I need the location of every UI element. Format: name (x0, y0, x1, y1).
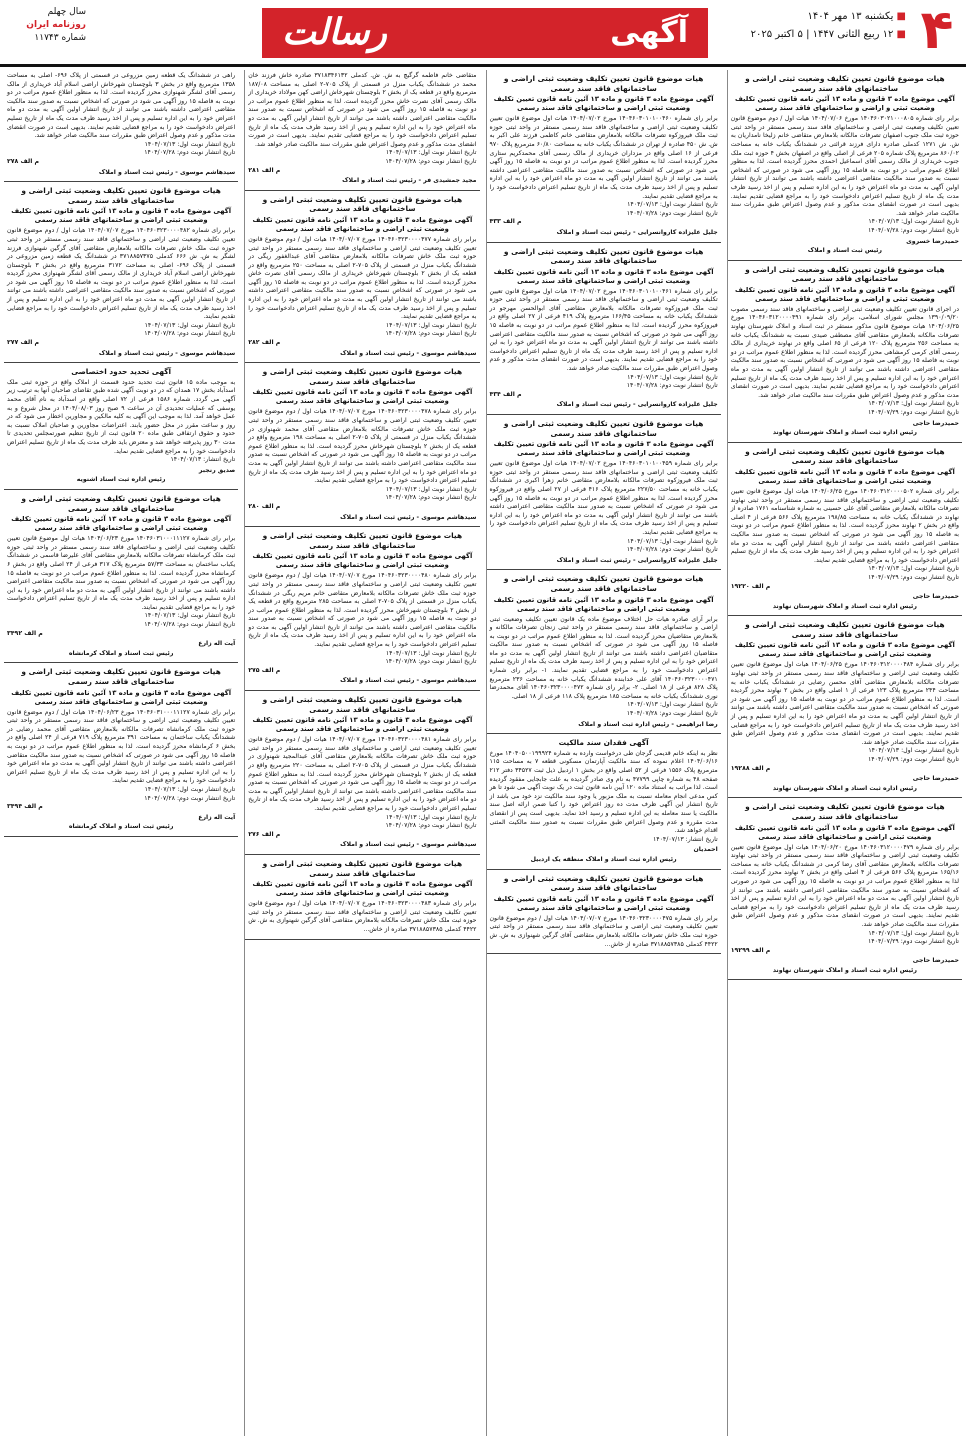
notice-office: رئیس ثبت اسناد و املاک کرمانشاه (68, 823, 174, 831)
notice-signer: سیدهاشم موسوی - رئیس ثبت اسناد و املاک (340, 513, 477, 521)
notice-subtitle: آگهی موضوع ماده ۳ قانون و ماده ۱۳ آئین نامه قانون تعیین تکلیف وضعیت ثبتی اراضی و ساختمانهای فاقد سند رسمی (734, 467, 955, 485)
legal-notice (245, 70, 479, 191)
column-2 (486, 70, 721, 1436)
date-block (706, 8, 906, 44)
notice-title: هیات موضوع قانون تعیین تکلیف وضعیت ثبتی اراضی و ساختمانهای فاقد سند رسمی (503, 574, 704, 593)
notice-body: متقاضی خانم فاطمه گرگیچ به ش. ش. کدملی ۳۷۱۸۳۴۶۱۳۲ صادره خاش فرزند خان محمد در ششدانگ یکباب منزل در قسمتی از پلاک ۷۰۵-۲ اصلی به مساحت ۱۸۷/۰۸ مترمربع واقع در قطعه یک از بخش ۲ بلوچستان شهرخاش اراضی کهن مولاداد خریداری از مالک رسمی آقای نصرت خاش محرز گردیده است. لذا به منظور اطلاع عموم مراتب در دو نوبت به فاصله ۱۵ روز آگهی می شود در صورتی که اشخاص نسبت به صدور سند مالکیت متقاضی اعتراضی داشته باشند می توانند از تاریخ انتشار اولین آگهی به مدت دو ماه اعتراض خود را به این اداره تسلیم و پس از اخذ رسید ظرف مدت یک ماه از تاریخ تسلیم اعتراض دادخواست خود را به مراجع قضایی تقدیم نمایند. بدیهی است در صورت انقضای مدت مذکور و عدم وصول اعتراض طبق مقررات سند مالکیت صادر خواهد شد. (248, 72, 477, 148)
notice-body: برابر رای شماره ۱۴۰۴۶۰۳۰۱۰۱۰۰۴۶۰ مورخ ۱۴۰۴/۰۷/۰۲ هیات اول موضوع قانون تعیین تکلیف وضعیت ثبتی اراضی و ساختمانهای فاقد سند رسمی مستقر در واحد ثبتی حوزه ثبت ملک فیروزکوه تصرفات مالکانه بلامعارض متقاضی خانم کاظمی فرزند علی اکبر به ش. ش ۴۵۰ صادره از تهران در ششدانگ یکباب خانه به مساحت ۶۰/۸۰ مترمربع پلاک ۹۷۰ فرعی از ۱۶ اصلی واقع در مزداران خریداری از مالک رسمی آقای محمدکریم ستاری محرز گردیده است. لذا به منظور اطلاع عموم مراتب در دو نوبت به فاصله ۱۵ روز آگهی می شود در صورتی که اشخاص نسبت به صدور سند مالکیت متقاضی اعتراضی داشته باشند می توانند از تاریخ انتشار اولین آگهی به مدت دو ماه اعتراض خود را به این اداره تسلیم و پس از اخذ رسید ظرف مدت یک ماه از تاریخ تسلیم اعتراض دادخواست خود را به مراجع قضایی تقدیم نمایند. (489, 115, 718, 200)
notice-body: نظر به اینکه خانم قدیمی گرجان طی درخواست وارده به شماره ۱۴۰۴۰۵۰۰۱۹۹۹۲۴ مورخ ۱۴۰۴/۰۶/۱۶ اعلام نموده که سند مالکیت آپارتمان مسکونی قطعه ۷ به مساحت ۱۱۵ مترمربع پلاک ۱۵۵۶ فرعی از ۵۲ اصلی واقع در بخش ۱ اردبیل ذیل ثبت ۳۴۵۲۷ دفتر ۲۱۲ صفحه ۴۸ به شماره چاپی ۴۷۷۹۹ به نام وی صادر گردیده به علت جابجایی مفقود گردیده است. لذا مراتب به استناد ماده ۱۲۰ آیین نامه قانون ثبت در یک نوبت آگهی می شود تا هر کس مدعی انجام معامله نسبت به ملک مزبور یا وجود سند مالکیت نزد خود می باشد از تاریخ انتشار این آگهی ظرف مدت ده روز اعتراض خود را کتبا ضمن ارائه اصل سند مالکیت یا سند معامله به این اداره تسلیم و رسید اخذ نماید. بدیهی است پس از انقضای مدت مقرره و عدم وصول اعتراض طبق مقررات نسبت به صدور سند مالکیت المثنی اقدام خواهد شد. (489, 749, 718, 835)
column-4 (4, 70, 238, 1436)
masthead (0, 0, 966, 67)
notice-signer: حمیدرضا حاجی (912, 593, 959, 601)
notice-signer: صدیق رنجبر (198, 466, 236, 474)
notice-title: هیات موضوع قانون تعیین تکلیف وضعیت ثبتی اراضی و ساختمانهای فاقد سند رسمی (503, 419, 704, 438)
publish-date-first: تاریخ انتشار نوبت اول: ۱۴۰۴/۰۷/۱۳ (627, 201, 718, 209)
notice-subtitle: آگهی موضوع ماده ۳ قانون و ماده ۱۳ آئین نامه قانون تعیین تکلیف وضعیت ثبتی اراضی و ساختمانهای فاقد سند رسمی (734, 641, 955, 659)
notice-signer: حمیدرضا حاجی (912, 419, 959, 427)
legal-notice (4, 70, 238, 182)
publish-date-second: تاریخ انتشار نوبت دوم: ۱۴۰۴/۰۷/۲۸ (385, 494, 477, 502)
notice-signer: حمیدرضا حاجی (912, 957, 959, 965)
notice-office: رئیس ثبت اسناد و املاک (807, 247, 882, 255)
legal-notice (487, 70, 721, 243)
notice-subtitle: آگهی موضوع ماده ۳ قانون و ماده ۱۳ آئین نامه قانون تعیین تکلیف وضعیت ثبتی و اراضی و ساختمانهای فاقد سند رسمی (734, 285, 955, 303)
notice-body: در اجرای قانون تعیین تکلیف وضعیت ثبتی اراضی و ساختمانهای فاقد سند رسمی مصوب ۱۳۹۰/۰۹/۲۰ مجلس شورای اسلامی، برابر رای شماره ۱۴۰۴۶۰۳۱۲۰۰۰۰۴۹۱ مورخ ۱۴۰۴/۰۶/۲۵ هیات موضوع قانون مذکور مستقر در ثبت اسناد و املاک شهرستان نهاوند تصرفات مالکانه بلامعارض متقاضی آقای مصطفی صیدی نسبت به ششدانگ یکباب خانه به مساحت ۲۵۶ مترمربع پلاک ۱۲۰ فرعی از ۶۵ اصلی واقع در نهاوند خریداری از مالک رسمی آقای کرمی کرمشاهی محرز گردیده است. لذا به منظور اطلاع عموم مراتب در دو نوبت به فاصله ۱۵ روز آگهی می شود در صورتی که اشخاص نسبت به صدور سند مالکیت متقاضی اعتراضی داشته باشند می توانند از تاریخ انتشار اولین آگهی به مدت دو ماه اعتراض خود را به این اداره تسلیم و پس از اخذ رسید ظرف مدت یک ماه از تاریخ تسلیم اعتراض دادخواست خود را به مراجع قضایی تقدیم نمایند. بدیهی است در صورت انقضای مدت مذکور و عدم وصول اعتراض طبق مقررات سند مالکیت صادر خواهد شد. (730, 305, 959, 399)
section-title: آگهی (610, 15, 688, 50)
legal-notice (4, 182, 238, 363)
notice-title: آگهی فقدان سند مالکیت (558, 738, 649, 748)
legal-notice (487, 415, 721, 570)
legal-notice (728, 616, 962, 798)
legal-notice (4, 490, 238, 664)
publish-date-first: تاریخ انتشار نوبت اول: ۱۴۰۴/۰۷/۱۳ (385, 485, 477, 493)
publish-date-first: تاریخ انتشار نوبت اول: ۱۴۰۴/۰۷/۱۳ (385, 321, 477, 329)
date-line-persian: ■ یکشنبه ۱۳ مهر ۱۴۰۴ (807, 11, 906, 22)
publish-date-first: تاریخ انتشار: ۱۴۰۴/۰۷/۱۳ (170, 456, 236, 464)
notice-body: برابر رای شماره ۱۴۰۴۶۰۳۲۳۰۰۰۰۴۷۵ مورخ ۱۴۰۴/۰۷/۰۷ هیات اول / دوم موضوع قانون تعیین تکلیف وضعیت ثبتی اراضی و ساختمانهای فاقد سند رسمی مستقر در واحد ثبتی حوزه ثبت ملک خاش تصرفات مالکانه بلامعارض متقاضی آقای گرگین شهنوازی به ش. ش ۴۴۲۲ کدملی ۳۷۱۸۸۵۷۳۸۵ صادره از خاش... (489, 914, 718, 948)
notice-title: هیات موضوع قانون تعیین تکلیف وضعیت ثبتی اراضی و ساختمانهای فاقد سند رسمی (503, 873, 704, 893)
legal-notice (728, 798, 962, 980)
publish-date-second: تاریخ انتشار نوبت دوم: ۱۴۰۴/۰۷/۲۸ (385, 822, 477, 830)
notice-subtitle: آگهی موضوع ماده ۳ قانون و ماده ۱۳ آئین نامه قانون تعیین تکلیف وضعیت ثبتی اراضی و ساختمانهای فاقد سند رسمی (252, 716, 473, 734)
notice-body: برابر رای شماره ۱۴۰۴۶۰۳۰۱۰۱۰۰۴۵۹ مورخ ۱۴۰۴/۰۷/۰۲ هیات اول موضوع قانون تعیین تکلیف وضعیت ثبتی اراضی و ساختمانهای فاقد سند رسمی مستقر در واحد ثبتی حوزه ثبت ملک فیروزکوه تصرفات مالکانه بلامعارض متقاضی خانم زهرا اکبری در ششدانگ یکباب خانه به مساحت ۲۲۷/۵۰ مترمربع پلاک ۴۱۶ فرعی از ۲۷ اصلی واقع در فیروزکوه محرز گردیده است. لذا به منظور اطلاع عموم مراتب در دو نوبت به فاصله ۱۵ روز آگهی می شود در صورتی که اشخاص نسبت به صدور سند مالکیت متقاضی اعتراضی داشته باشند می توانند از تاریخ انتشار اولین آگهی به مدت دو ماه اعتراض خود را به این اداره تسلیم و پس از اخذ رسید ظرف مدت یک ماه از تاریخ تسلیم اعتراض دادخواست خود را به مراجع قضایی تقدیم نمایند. (489, 460, 718, 536)
notice-subtitle: آگهی موضوع ماده ۳ قانون و ماده ۱۳ آئین نامه قانون تعیین تکلیف وضعیت ثبتی اراضی و ساختمانهای فاقد سند رسمی (734, 823, 955, 841)
notice-signer: سیدهاشم موسوی - رئیس ثبت اسناد و املاک (340, 841, 477, 849)
publish-date-second: تاریخ انتشار نوبت دوم: ۱۴۰۴/۰۷/۲۸ (144, 794, 236, 802)
notice-title: هیات موضوع قانون تعیین تکلیف وضعیت ثبتی اراضی و ساختمانهای فاقد سند رسمی (262, 367, 463, 386)
publish-date-second: تاریخ انتشار نوبت دوم: ۱۴۰۴/۰۷/۲۹ (867, 938, 959, 946)
publish-date-second: تاریخ انتشار نوبت دوم: ۱۴۰۴/۰۷/۲۸ (144, 149, 236, 157)
notice-body: برابر رای شماره ۱۴۰۴۶۰۳۱۲۰۰۰۰۴۷۹ مورخ ۱۴۰۴/۰۶/۲۰ هیات اول موضوع قانون تعیین تکلیف وضعیت ثبتی اراضی و ساختمانهای فاقد سند رسمی مستقر در واحد ثبتی نهاوند تصرفات مالکانه بلامعارض متقاضی آقای رضا کرمی در ششدانگ یکباب خانه به مساحت ۱۶۵/۱۶ مترمربع پلاک ۵۶۶ فرعی از ۴ اصلی واقع در بخش ۲ نهاوند محرز گردیده است. لذا به منظور اطلاع عموم مراتب در دو نوبت به فاصله ۱۵ روز آگهی می شود در صورتی که اشخاص نسبت به صدور سند مالکیت متقاضی اعتراضی داشته باشند می توانند از تاریخ انتشار اولین آگهی به مدت دو ماه اعتراض خود را به این اداره تسلیم و پس از اخذ رسید ظرف مدت یک ماه از تاریخ تسلیم اعتراض دادخواست خود را به مراجع قضایی تقدیم نمایند. بدیهی است در صورت انقضای مدت مذکور و عدم وصول اعتراض طبق مقررات سند مالکیت صادر خواهد شد. (730, 843, 960, 928)
notice-signer: سیدهاشم موسوی - رئیس ثبت اسناد و املاک (340, 349, 477, 357)
issue-volume: سال چهلم (47, 7, 86, 17)
notice-body: راهی در ششدانگ یک قطعه زمین مزروعی در قسمتی از پلاک ۶۹۶- اصلی به مساحت ۱۳۵۸ مترمربع واقع در بخش ۳ بلوچستان شهرخاش اراضی اسلام آباد خریداری از مالک رسمی آقای لشگر شهنوازی محرز گردیده است. لذا به منظور اطلاع عموم مراتب در دو نوبت به فاصله ۱۵ روز آگهی می شود در صورتی که اشخاص نسبت به صدور سند مالکیت متقاضی اعتراضی داشته باشند می توانند از تاریخ انتشار اولین آگهی به مدت دو ماه اعتراض خود را به این اداره تسلیم و پس از اخذ رسید ظرف مدت یک ماه از تاریخ تسلیم اعتراض دادخواست خود را به مراجع قضایی تقدیم نمایند. بدیهی است در صورت انقضای مدت مذکور و عدم وصول اعتراض طبق مقررات سند مالکیت صادر خواهد شد. (7, 72, 236, 140)
publish-date-first: تاریخ انتشار نوبت اول: ۱۴۰۴/۰۷/۱۳ (144, 612, 236, 620)
notice-body: برابر رای شماره ۱۴۰۴۶۰۳۲۳۰۰۰۰۴۷۷ مورخ ۱۴۰۴/۰۷/۰۷ هیات اول / دوم موضوع قانون تعیین تکلیف وضعیت ثبتی اراضی و ساختمانهای فاقد سند رسمی مستقر در واحد ثبتی حوزه ثبت ملک خاش تصرفات مالکانه بلامعارض متقاضی آقای عبدالغفور ریگی در ششدانگ یکباب منزل در قسمتی از پلاک ۷۰۵-۲ اصلی به مساحت ۲۵۰ مترمربع واقع در قطعه یک از بخش ۲ بلوچستان شهرخاش خریداری از مالک رسمی آقای نصرت خاش محرز گردیده است. لذا به منظور اطلاع عموم مراتب در دو نوبت به فاصله ۱۵ روز آگهی می شود در صورتی که اشخاص نسبت به صدور سند مالکیت متقاضی اعتراضی داشته باشند می توانند از تاریخ انتشار اولین آگهی به مدت دو ماه اعتراض خود را به این اداره تسلیم و پس از اخذ رسید ظرف مدت یک ماه از تاریخ تسلیم اعتراض دادخواست خود را به مراجع قضایی تقدیم نمایند. (248, 235, 477, 321)
notice-signer: حمیدرضا خسروی (906, 237, 959, 245)
column-1 (727, 70, 962, 1436)
issue-number: شماره ۱۱۷۴۳ (34, 33, 86, 43)
publish-date-second: تاریخ انتشار نوبت دوم: ۱۴۰۴/۰۷/۲۸ (626, 209, 718, 217)
notice-signer: رضا ابراهیمی - رئیس اداره ثبت اسناد و املاک (578, 720, 718, 728)
notice-title: هیات موضوع قانون تعیین تکلیف وضعیت ثبتی اراضی و ساختمانهای فاقد سند رسمی (745, 264, 945, 284)
publish-date-first: تاریخ انتشار نوبت اول: ۱۴۰۴/۰۷/۱۳ (868, 929, 959, 937)
notice-code: م الف ۲۷۸ (7, 157, 39, 165)
ad-columns (4, 70, 962, 1436)
notice-title: هیات موضوع قانون تعیین تکلیف وضعیت ثبتی اراضی و ساختمانهای فاقد سند رسمی (503, 246, 704, 266)
publish-date-second: تاریخ انتشار نوبت دوم: ۱۴۰۴/۰۷/۲۸ (144, 330, 236, 338)
legal-notice (487, 570, 721, 734)
publish-date-second: تاریخ انتشار نوبت دوم: ۱۴۰۴/۰۷/۲۹ (867, 409, 959, 416)
legal-notice (245, 191, 479, 364)
notice-subtitle: آگهی موضوع ماده ۳ قانون و ماده ۱۳ آئین نامه قانون تعیین تکلیف وضعیت ثبتی اراضی و ساختمانهای فاقد سند رسمی (11, 207, 232, 225)
notice-title: هیات موضوع قانون تعیین تکلیف وضعیت ثبتی اراضی و ساختمانهای فاقد سند رسمی (262, 695, 463, 714)
notice-subtitle: آگهی موضوع ماده ۳ قانون و ماده ۱۳ آئین نامه قانون تعیین تکلیف وضعیت ثبتی اراضی و ساختمانهای فاقد سند رسمی (252, 880, 473, 898)
notice-code: م الف ۱۹۲۲۰ (730, 582, 771, 590)
issue-brand: روزنامه ایران (26, 20, 86, 30)
notice-signer: آیت اله زارع (198, 813, 236, 821)
legal-notice (487, 243, 721, 416)
notice-office: رئیس اداره ثبت اسناد و املاک شهرستان نهاوند (772, 602, 917, 610)
notice-code: م الف ۱۹۲۸۸ (730, 764, 771, 772)
notice-body: برابر رای شماره ۱۴۰۴۶۰۳۱۲۰۰۰۰۵۰۲ مورخ ۱۴۰۴/۰۶/۲۵ هیات اول موضوع قانون تعیین تکلیف وضعیت ثبتی اراضی و ساختمانهای فاقد سند رسمی مستقر در واحد ثبتی نهاوند تصرفات مالکانه بلامعارض متقاضی آقای علی حسینی به شماره شناسنامه ۱۷۶۱ صادره از نهاوند در ششدانگ یکباب خانه به مساحت ۱۹۸/۸۵ مترمربع پلاک ۵۶۶ فرعی از ۴ اصلی واقع در بخش ۲ نهاوند محرز گردیده است. لذا به منظور اطلاع عموم مراتب در دو نوبت به فاصله ۱۵ روز آگهی می شود در صورتی که اشخاص نسبت به صدور سند مالکیت متقاضی اعتراضی داشته باشند می توانند از تاریخ انتشار اولین آگهی به مدت دو ماه اعتراض خود را به این اداره تسلیم و پس از اخذ رسید ظرف مدت یک ماه از تاریخ تسلیم اعتراض دادخواست خود را به مراجع قضایی تقدیم نمایند. (730, 487, 959, 564)
notice-title: هیات موضوع قانون تعیین تکلیف وضعیت ثبتی اراضی و ساختمانهای فاقد سند رسمی (262, 531, 463, 550)
publish-date-second: تاریخ انتشار نوبت دوم: ۱۴۰۴/۰۷/۲۸ (626, 382, 718, 390)
legal-notice (728, 70, 962, 261)
publish-date-first: تاریخ انتشار نوبت اول: ۱۴۰۴/۰۷/۱۳ (868, 747, 959, 755)
notice-body: برابر رای شماره ۱۴۰۴۶۰۳۲۳۰۰۰۰۴۸۰ مورخ ۱۴۰۴/۰۷/۰۷ هیات اول / دوم موضوع قانون تعیین تکلیف وضعیت ثبتی اراضی و ساختمانهای فاقد سند رسمی مستقر در واحد ثبتی حوزه ثبت ملک خاش تصرفات مالکانه بلامعارض متقاضی خانم مریم ریگی در ششدانگ یکباب منزل در قسمتی از پلاک ۷۰۵-۲ اصلی به مساحت ۲۸۵ مترمربع واقع در قطعه یک از بخش ۲ بلوچستان شهرخاش محرز گردیده است. لذا به منظور اطلاع عموم مراتب در دو نوبت به فاصله ۱۵ روز آگهی می شود در صورتی که اشخاص نسبت به صدور سند مالکیت متقاضی اعتراضی داشته باشند می توانند از تاریخ انتشار اولین آگهی به مدت دو ماه اعتراض خود را به این اداره تسلیم و پس از اخذ رسید ظرف مدت یک ماه از تاریخ تسلیم اعتراض دادخواست خود را به مراجع قضایی تقدیم نمایند. (248, 572, 477, 649)
publish-date-second: تاریخ انتشار نوبت دوم: ۱۴۰۴/۰۷/۲۸ (385, 330, 477, 338)
publish-date-first: تاریخ انتشار نوبت اول: ۱۴۰۴/۰۷/۱۳ (144, 321, 236, 329)
publish-date-first: تاریخ انتشار نوبت اول: ۱۴۰۴/۰۷/۱۳ (868, 565, 959, 573)
notice-code: م الف ۴۳۳ (489, 218, 522, 226)
legal-notice (245, 363, 479, 527)
notice-title: هیات موضوع قانون تعیین تکلیف وضعیت ثبتی اراضی و ساختمانهای فاقد سند رسمی (503, 74, 704, 93)
date-line-hijri: ■ ۱۲ ربیع الثانی ۱۴۴۷ | ۵ اکتبر ۲۰۲۵ (750, 29, 906, 40)
bullet-icon: ■ (893, 11, 906, 22)
publish-date-first: تاریخ انتشار نوبت اول: ۱۴۰۴/۰۷/۱۳ (385, 813, 477, 821)
legal-notice (4, 363, 238, 490)
notice-title: آگهی تحدید حدود اختصاصی (71, 367, 172, 377)
notice-title: هیات موضوع قانون تعیین تکلیف وضعیت ثبتی اراضی و ساختمانهای فاقد سند رسمی (745, 620, 945, 639)
legal-notice (728, 261, 962, 443)
notice-title: هیات موضوع قانون تعیین تکلیف وضعیت ثبتی اراضی و ساختمانهای فاقد سند رسمی (745, 74, 945, 93)
publish-date-first: تاریخ انتشار نوبت اول: ۱۴۰۴/۰۷/۱۳ (385, 149, 477, 157)
notice-subtitle: آگهی موضوع ماده ۳ قانون و ماده ۱۳ آئین نامه قانون تعیین تکلیف وضعیت ثبتی اراضی و ساختمانهای فاقد سند رسمی (11, 515, 232, 533)
notice-title: هیات موضوع قانون تعیین تکلیف وضعیت ثبتی اراضی و ساختمانهای فاقد سند رسمی (262, 194, 463, 214)
notice-signer: جلیل علیزاده کاروانسرایی - رئیس ثبت اسناد و املاک (556, 401, 718, 409)
bullet-icon: ■ (893, 29, 906, 40)
legal-notice (487, 870, 721, 955)
notice-title: هیات موضوع قانون تعیین تکلیف وضعیت ثبتی اراضی و ساختمانهای فاقد سند رسمی (21, 186, 221, 205)
notice-code: م الف ۲۷۵ (248, 666, 281, 674)
notice-body: برابر رای شماره ۱۴۰۴۶۰۳۲۳۰۰۰۰۴۸۱ مورخ ۱۴۰۴/۰۷/۰۷ هیات اول / دوم موضوع قانون تعیین تکلیف وضعیت ثبتی اراضی و ساختمانهای فاقد سند رسمی مستقر در واحد ثبتی حوزه ثبت ملک خاش تصرفات مالکانه بلامعارض متقاضی آقای عبدالمجید شهنوازی در ششدانگ یکباب منزل در قسمتی از پلاک ۷۰۵-۲ اصلی به مساحت ۲۲۰ مترمربع واقع در قطعه یک از بخش ۲ بلوچستان شهرخاش محرز گردیده است. لذا به منظور اطلاع عموم مراتب در دو نوبت به فاصله ۱۵ روز آگهی می شود در صورتی که اشخاص نسبت به صدور سند مالکیت متقاضی اعتراضی داشته باشند می توانند از تاریخ انتشار اولین آگهی به مدت دو ماه اعتراض خود را به این اداره تسلیم و پس از اخذ رسید ظرف مدت یک ماه از تاریخ تسلیم اعتراض دادخواست خود را به مراجع قضایی تقدیم نمایند. (248, 736, 477, 812)
notice-signer: احمدیان (693, 846, 718, 854)
notice-subtitle: آگهی موضوع ماده ۳ قانون و ماده ۱۳ آئین نامه قانون تعیین تکلیف وضعیت ثبتی اراضی و ساختمانهای فاقد سند رسمی (493, 95, 714, 113)
notice-signer: سیدهاشم موسوی - رئیس ثبت اسناد و املاک (98, 168, 236, 176)
notice-code: م الف ۲۷۶ (248, 830, 281, 838)
column-3 (244, 70, 479, 1436)
publish-date-second: تاریخ انتشار نوبت دوم: ۱۴۰۴/۰۷/۲۹ (867, 573, 959, 581)
publish-date-second: تاریخ انتشار نوبت دوم: ۱۴۰۴/۰۷/۲۹ (867, 756, 959, 763)
page-number: ۴ (920, 0, 954, 61)
notice-body: برابر رای شماره ۱۴۰۴۶۰۳۲۳۰۰۰۰۴۸۳ مورخ ۱۴۰۴/۰۷/۰۷ هیات اول / دوم موضوع قانون تعیین تکلیف وضعیت ثبتی اراضی و ساختمانهای فاقد سند رسمی مستقر در واحد ثبتی حوزه ثبت ملک خاش تصرفات مالکانه بلامعارض متقاضی آقای گرگین شهنوازی به ش. ش ۴۴۲۲ کدملی ۳۷۱۸۸۵۷۳۸۵ صادره از خاش... (248, 900, 477, 933)
notice-code: م الف ۱۹۲۹۹ (730, 946, 771, 954)
notice-signer: سیدهاشم موسوی - رئیس ثبت اسناد و املاک (98, 349, 236, 357)
legal-notice (245, 527, 479, 691)
notice-office: رئیس اداره ثبت اسناد و املاک شهرستان نهاوند (772, 429, 917, 437)
publish-date-first: تاریخ انتشار نوبت اول: ۱۴۰۴/۰۷/۱۳ (868, 400, 959, 408)
newspaper-logo: رسالت (282, 11, 387, 53)
legal-notice (728, 443, 962, 617)
notice-subtitle: آگهی موضوع ماده ۳ قانون و ماده ۱۳ آئین نامه قانون تعیین تکلیف وضعیت ثبتی اراضی و ساختمانهای فاقد سند رسمی (493, 894, 714, 912)
publish-date-second: تاریخ انتشار نوبت دوم: ۱۴۰۴/۰۷/۲۸ (626, 546, 718, 554)
notice-signer: مجید جمشیدی فر - رئیس ثبت اسناد و املاک (342, 177, 477, 185)
notice-body: برابر رای شماره ۱۴۰۴۶۰۳۱۰۰۰۱۱۱۲۷ مورخ ۱۴۰۴/۰۶/۲۳ هیات اول / دوم موضوع قانون تعیین تکلیف وضعیت ثبتی اراضی و ساختمانهای فاقد سند رسمی مستقر در واحد ثبتی حوزه ثبت ملک کرمانشاه تصرفات مالکانه بلامعارض متقاضی آقای محمد رضایی در ششدانگ یکباب ساختمان به مساحت ۳۹۱ مترمربع پلاک ۷۱۹ فرعی از ۲۴ اصلی واقع در بخش ۶ کرمانشاه محرز گردیده است. لذا به منظور اطلاع عموم مراتب در دو نوبت به فاصله ۱۵ روز آگهی می شود در صورتی که اشخاص نسبت به صدور سند مالکیت متقاضی اعتراضی داشته باشند می توانند از تاریخ انتشار اولین آگهی به مدت دو ماه اعتراض خود را به این اداره تسلیم و پس از اخذ رسید ظرف مدت یک ماه از تاریخ تسلیم اعتراض دادخواست خود را به مراجع قضایی تقدیم نمایند. (7, 708, 236, 785)
issue-info (6, 6, 86, 45)
publish-date-second: تاریخ انتشار نوبت دوم: ۱۴۰۴/۰۷/۲۸ (867, 226, 959, 234)
notice-title: هیات موضوع قانون تعیین تکلیف وضعیت ثبتی اراضی و ساختمانهای فاقد سند رسمی (21, 493, 221, 513)
notice-body: برابر رای شماره ۱۴۰۴۶۰۳۱۲۰۰۰۰۴۸۴ مورخ ۱۴۰۴/۰۶/۲۵ هیات اول موضوع قانون تعیین تکلیف وضعیت ثبتی اراضی و ساختمانهای فاقد سند رسمی مستقر در واحد ثبتی نهاوند تصرفات مالکانه بلامعارض متقاضی آقای محسن رضایی در ششدانگ یکباب خانه به مساحت ۲۴۴ مترمربع پلاک ۱۲۳ فرعی از ۱ اصلی واقع در بخش ۲ نهاوند محرز گردیده است. لذا به منظور اطلاع عموم مراتب در دو نوبت به فاصله ۱۵ روز آگهی می شود در صورتی که اشخاص نسبت به صدور سند مالکیت متقاضی اعتراضی داشته باشند می توانند از تاریخ انتشار اولین آگهی به مدت دو ماه اعتراض خود را به این اداره تسلیم و پس از اخذ رسید ظرف مدت یک ماه از تاریخ تسلیم اعتراض دادخواست خود را به مراجع قضایی تقدیم نمایند. بدیهی است در صورت انقضای مدت مذکور و عدم وصول اعتراض طبق مقررات سند مالکیت صادر خواهد شد. (730, 661, 959, 746)
notice-signer: جلیل علیزاده کاروانسرایی - رئیس ثبت اسناد و املاک (556, 556, 718, 564)
notice-body: برابر رای شماره ۱۴۰۴۶۰۳۲۳۰۰۰۰۴۷۸ مورخ ۱۴۰۴/۰۷/۰۷ هیات اول / دوم موضوع قانون تعیین تکلیف وضعیت ثبتی اراضی و ساختمانهای فاقد سند رسمی مستقر در واحد ثبتی حوزه ثبت ملک خاش تصرفات مالکانه بلامعارض متقاضی آقای محمد شهنوازی در ششدانگ یکباب منزل در قسمتی از پلاک ۷۰۵-۲ اصلی به مساحت ۱۹۸ مترمربع واقع در قطعه یک از بخش ۲ بلوچستان شهرخاش محرز گردیده است. لذا به منظور اطلاع عموم مراتب در دو نوبت به فاصله ۱۵ روز آگهی می شود در صورتی که اشخاص نسبت به صدور سند مالکیت متقاضی اعتراضی داشته باشند می توانند از تاریخ انتشار اولین آگهی به مدت دو ماه اعتراض خود را به این اداره تسلیم و پس از اخذ رسید ظرف مدت یک ماه از تاریخ تسلیم اعتراض دادخواست خود را به مراجع قضایی تقدیم نمایند. (248, 408, 477, 485)
publish-date-second: تاریخ انتشار نوبت دوم: ۱۴۰۴/۰۷/۲۸ (144, 621, 236, 629)
notice-title: هیات موضوع قانون تعیین تکلیف وضعیت ثبتی اراضی و ساختمانهای فاقد سند رسمی (745, 802, 945, 821)
notice-signer: حمیدرضا حاجی (912, 775, 959, 783)
notice-body: برابر آرای صادره هیات حل اختلاف موضوع ماده یک قانون تعیین تکلیف وضعیت ثبتی اراضی و ساختمانهای فاقد سند رسمی مستقر در واحد ثبتی زنجان تصرفات مالکانه و بلامعارض متقاضیان محرز گردیده است. لذا به منظور اطلاع عموم مراتب در دو نوبت به فاصله ۱۵ روز آگهی می شود در صورتی که اشخاص نسبت به صدور سند مالکیت متقاضیان اعتراضی داشته باشند می توانند از تاریخ انتشار اولین آگهی به مدت دو ماه اعتراض خود را به این اداره تسلیم و پس از اخذ رسید ظرف مدت یک ماه از تاریخ تسلیم اعتراض دادخواست خود را به مراجع قضایی تقدیم نمایند. ۱- برابر رای شماره ۱۴۰۴۶۰۳۲۳۰۰۰۰۴۷۱ آقای علی خدابنده ششدانگ یکباب خانه به مساحت ۲۳۶ مترمربع پلاک ۸۲۸ فرعی از ۱۸ اصلی. ۲- برابر رای شماره ۱۴۰۴۶۰۳۲۳۰۰۰۰۴۷۲ آقای محمدرضا نوری ششدانگ یکباب خانه به مساحت ۱۸۵ مترمربع پلاک ۱۱۸ فرعی از ۱۸ اصلی. (489, 615, 718, 700)
legal-notice (245, 691, 479, 855)
notice-code: م الف ۳۴۹۴ (7, 803, 43, 811)
publish-date-first: تاریخ انتشار: ۱۴۰۴/۰۷/۱۳ (652, 835, 718, 843)
notice-body: برابر رای شماره ۱۴۰۴۶۰۳۰۱۰۱۰۰۴۶۱ مورخ ۱۴۰۴/۰۷/۰۲ هیات اول موضوع قانون تعیین تکلیف وضعیت ثبتی اراضی و ساختمانهای فاقد سند رسمی مستقر در واحد ثبتی حوزه ثبت ملک فیروزکوه تصرفات مالکانه بلامعارض متقاضی آقای ابوالحسن مهرجو در ششدانگ یکباب خانه به مساحت ۱۶۶/۴۵ مترمربع پلاک ۴۱۹ فرعی از ۲۷ اصلی واقع در فیروزکوه محرز گردیده است. لذا به منظور اطلاع عموم مراتب در دو نوبت به فاصله ۱۵ روز آگهی می شود در صورتی که اشخاص نسبت به صدور سند مالکیت متقاضی اعتراضی داشته باشند می توانند از تاریخ انتشار اولین آگهی به مدت دو ماه اعتراض خود را به این اداره تسلیم و پس از اخذ رسید ظرف مدت یک ماه از تاریخ تسلیم اعتراض دادخواست خود را به مراجع قضایی تقدیم نمایند. بدیهی است در صورت انقضای مدت مذکور و عدم وصول اعتراض طبق مقررات سند مالکیت صادر خواهد شد. (489, 287, 718, 373)
publish-date-first: تاریخ انتشار نوبت اول: ۱۴۰۴/۰۷/۱۳ (627, 373, 718, 381)
notice-subtitle: آگهی موضوع ماده ۳ قانون و ماده ۱۳ آئین نامه قانون تعیین تکلیف وضعیت ثبتی اراضی و ساختمانهای فاقد سند رسمی (493, 595, 714, 613)
notice-signer: سیدهاشم موسوی - رئیس ثبت اسناد و املاک (340, 677, 477, 685)
publish-date-second: تاریخ انتشار نوبت دوم: ۱۴۰۴/۰۷/۲۸ (385, 658, 477, 666)
notice-office: رئیس ثبت اسناد و املاک کرمانشاه (68, 649, 174, 657)
notice-code: م الف ۲۸۲ (248, 339, 281, 347)
notice-subtitle: آگهی موضوع ماده ۳ قانون و ماده ۱۳ آئین نامه قانون تعیین تکلیف وضعیت ثبتی و اراضی و ساختمانهای فاقد سند رسمی (734, 95, 955, 113)
publish-date-first: تاریخ انتشار نوبت اول: ۱۴۰۴/۰۷/۱۳ (627, 701, 718, 709)
notice-signer: جلیل علیزاده کاروانسرایی - رئیس ثبت اسناد و املاک (556, 228, 718, 236)
publish-date-second: تاریخ انتشار نوبت دوم: ۱۴۰۴/۰۷/۲۸ (626, 710, 718, 718)
notice-title: هیات موضوع قانون تعیین تکلیف وضعیت ثبتی اراضی و ساختمانهای فاقد سند رسمی (21, 667, 221, 687)
notice-body: به موجب ماده ۱۵ قانون ثبت تحدید حدود قسمت از املاک واقع در حوزه ثبتی ملک اسدآباد بخش ۱۷ همدان که در دو نوبت آگهی شده طبق تقاضای صاحبان آنها به ترتیب زیر آگهی می گردد. شماره ۱۵۸۶ فرعی از ۷۲ اصلی واقع در اسدآباد به نام آقای محمد یوسفی که عملیات تحدیدی آن در ساعت ۹ صبح روز ۱۴۰۴/۰۸/۰۳ در محل شروع و به عمل خواهد آمد. لذا به موجب این آگهی به کلیه مالکین و مجاورین اخطار می شود که در روز و ساعت مقرر در محل حضور یابند. اعتراضات مجاورین و صاحبان املاک نسبت به حدود و حقوق ارتفاقی طبق ماده ۲۰ قانون ثبت از تاریخ تنظیم صورتمجلس تحدیدی تا مدت ۳۰ روز پذیرفته خواهد شد و معترض باید ظرف مدت یک ماه از تاریخ تسلیم اعتراض دادخواست خود را به مراجع قضایی تقدیم نماید. (7, 378, 236, 455)
notice-subtitle: آگهی موضوع ماده ۳ قانون و ماده ۱۳ آئین نامه قانون تعیین تکلیف وضعیت ثبتی اراضی و ساختمانهای فاقد سند رسمی (252, 215, 473, 233)
section-banner (262, 8, 708, 58)
notice-office: رئیس اداره ثبت اسناد و املاک منطقه یک اردبیل (530, 855, 677, 863)
notice-code: م الف ۲۷۷ (7, 339, 39, 347)
notice-code: م الف ۴۳۴ (489, 390, 522, 398)
notice-code: م الف ۳۴۹۲ (7, 629, 43, 637)
legal-notice (487, 734, 721, 869)
notice-subtitle: آگهی موضوع ماده ۳ قانون و ماده ۱۳ آئین نامه قانون تعیین تکلیف وضعیت ثبتی اراضی و ساختمانهای فاقد سند رسمی (11, 688, 232, 706)
notice-body: برابر رای شماره ۱۴۰۴۶۰۳۰۲۱۰۰۰۸۰۵ مورخ ۱۴۰۴/۰۷/۰۶ هیات اول / دوم موضوع قانون تعیین تکلیف وضعیت ثبتی اراضی و ساختمانهای فاقد سند رسمی مستقر در واحد ثبتی حوزه ثبت ملک جنوب اصفهان تصرفات مالکانه بلامعارض متقاضی خانم زلیخا نامداریان به ش. ش ۱۲۷۱ کدملی صادره دارای فرزند قرائتی در ششدانگ یکباب خانه به مساحت ۸۶۰/۰۲ مترمربع پلاک شماره ۲۰۵ فرعی از اصلی واقع در اصفهان بخش ۴ حوزه ثبت ملک جنوب خریداری از مالک رسمی آقای اسماعیل احمدی محرز گردیده است. لذا به منظور اطلاع عموم مراتب در دو نوبت به فاصله ۱۵ روز آگهی می شود در صورتی که اشخاص نسبت به صدور سند مالکیت متقاضی اعتراضی داشته باشند می توانند از تاریخ انتشار اولین آگهی به مدت دو ماه اعتراض خود را به این اداره تسلیم و پس از اخذ رسید ظرف مدت یک ماه از تاریخ تسلیم اعتراض دادخواست خود را به مراجع قضایی تقدیم نمایند. بدیهی است در صورت انقضای مدت مذکور و عدم وصول اعتراض طبق مقررات سند مالکیت صادر خواهد شد. (730, 115, 959, 217)
legal-notice (4, 663, 238, 837)
notice-title: هیات موضوع قانون تعیین تکلیف وضعیت ثبتی اراضی و ساختمانهای فاقد سند رسمی (262, 858, 463, 878)
publish-date-first: تاریخ انتشار نوبت اول: ۱۴۰۴/۰۷/۱۳ (385, 649, 477, 657)
notice-code: م الف ۲۸۰ (248, 502, 281, 510)
notice-office: رئیس اداره ثبت اسناد و املاک شهرستان نهاوند (772, 966, 917, 974)
notice-body: برابر رای شماره ۱۴۰۴۶۰۳۱۰۰۰۱۱۱۲۷ مورخ ۱۴۰۴/۰۶/۲۳ هیات اول موضوع قانون تعیین تکلیف وضعیت ثبتی اراضی و ساختمانهای فاقد سند رسمی مستقر در واحد ثبتی حوزه ثبت ملک کرمانشاه تصرفات مالکانه بلامعارض متقاضی آقای علیرضا قاسمی در ششدانگ یکباب ساختمان به مساحت ۵۷/۳۳ مترمربع پلاک ۳۱۷ فرعی از ۲۴ اصلی واقع در بخش ۶ کرمانشاه محرز گردیده است. لذا به منظور اطلاع عموم مراتب در دو نوبت به فاصله ۱۵ روز آگهی می شود در صورتی که اشخاص نسبت به صدور سند مالکیت متقاضی اعتراضی داشته باشند می توانند از تاریخ انتشار اولین آگهی به مدت دو ماه اعتراض خود را به این اداره تسلیم و پس از اخذ رسید ظرف مدت یک ماه از تاریخ تسلیم اعتراض دادخواست خود را به مراجع قضایی تقدیم نمایند. (7, 535, 236, 611)
notice-title: هیات موضوع قانون تعیین تکلیف وضعیت ثبتی اراضی و ساختمانهای فاقد سند رسمی (745, 446, 945, 466)
publish-date-second: تاریخ انتشار نوبت دوم: ۱۴۰۴/۰۷/۲۸ (385, 157, 477, 165)
publish-date-first: تاریخ انتشار نوبت اول: ۱۴۰۴/۰۷/۱۳ (144, 785, 236, 793)
notice-subtitle: آگهی موضوع ماده ۳ قانون و ماده ۱۳ آئین نامه قانون تعیین تکلیف وضعیت ثبتی اراضی و ساختمانهای فاقد سند رسمی (493, 267, 714, 285)
notice-signer: آیت اله زارع (198, 640, 236, 648)
notice-subtitle: آگهی موضوع ماده ۳ قانون و ماده ۱۳ آئین نامه قانون تعیین تکلیف وضعیت ثبتی اراضی و ساختمانهای فاقد سند رسمی (493, 440, 714, 458)
notice-body: برابر رای شماره ۱۴۰۴۶۰۳۲۳۰۰۰۰۴۸۲ مورخ ۱۴۰۴/۰۷/۰۷ هیات اول / دوم موضوع قانون تعیین تکلیف وضعیت ثبتی اراضی و ساختمانهای فاقد سند رسمی مستقر در واحد ثبتی حوزه ثبت ملک خاش تصرفات مالکانه بلامعارض متقاضی آقای گرگین شهنوازی فرزند لشگر به ش. ش ۶۶۶ کدملی ۳۷۱۸۸۵۷۳۷۵ در ششدانگ یک قطعه زمین مزروعی در قسمتی از پلاک ۶۹۶- اصلی به مساحت ۳۱۷۲ مترمربع واقع در بخش ۳ بلوچستان شهرخاش اراضی اسلام آباد خریداری از مالک رسمی آقای لشگر شهنوازی محرز گردیده است. لذا به منظور اطلاع عموم مراتب در دو نوبت به فاصله ۱۵ روز آگهی می شود در صورتی که اشخاص نسبت به صدور سند مالکیت متقاضی اعتراضی داشته باشند می توانند از تاریخ انتشار اولین آگهی به مدت دو ماه اعتراض خود را به این اداره تسلیم و پس از اخذ رسید ظرف مدت یک ماه از تاریخ تسلیم اعتراض دادخواست خود را به مراجع قضایی تقدیم نمایند. (7, 227, 236, 321)
notice-subtitle: آگهی موضوع ماده ۳ قانون و ماده ۱۳ آئین نامه قانون تعیین تکلیف وضعیت ثبتی اراضی و ساختمانهای فاقد سند رسمی (252, 388, 473, 406)
publish-date-first: تاریخ انتشار نوبت اول: ۱۴۰۴/۰۷/۱۳ (144, 140, 236, 148)
notice-subtitle: آگهی موضوع ماده ۳ قانون و ماده ۱۳ آئین نامه قانون تعیین تکلیف وضعیت ثبتی اراضی و ساختمانهای فاقد سند رسمی (252, 552, 473, 570)
notice-code: م الف ۲۸۱ (248, 166, 281, 174)
publish-date-first: تاریخ انتشار نوبت اول: ۱۴۰۴/۰۷/۱۳ (627, 537, 718, 545)
notice-office: رئیس اداره ثبت اسناد اشنویه (76, 476, 166, 484)
legal-notice (245, 855, 479, 940)
publish-date-first: تاریخ انتشار نوبت اول: ۱۴۰۴/۰۷/۱۳ (868, 218, 959, 226)
notice-office: رئیس اداره ثبت اسناد و املاک شهرستان نهاوند (772, 784, 917, 792)
